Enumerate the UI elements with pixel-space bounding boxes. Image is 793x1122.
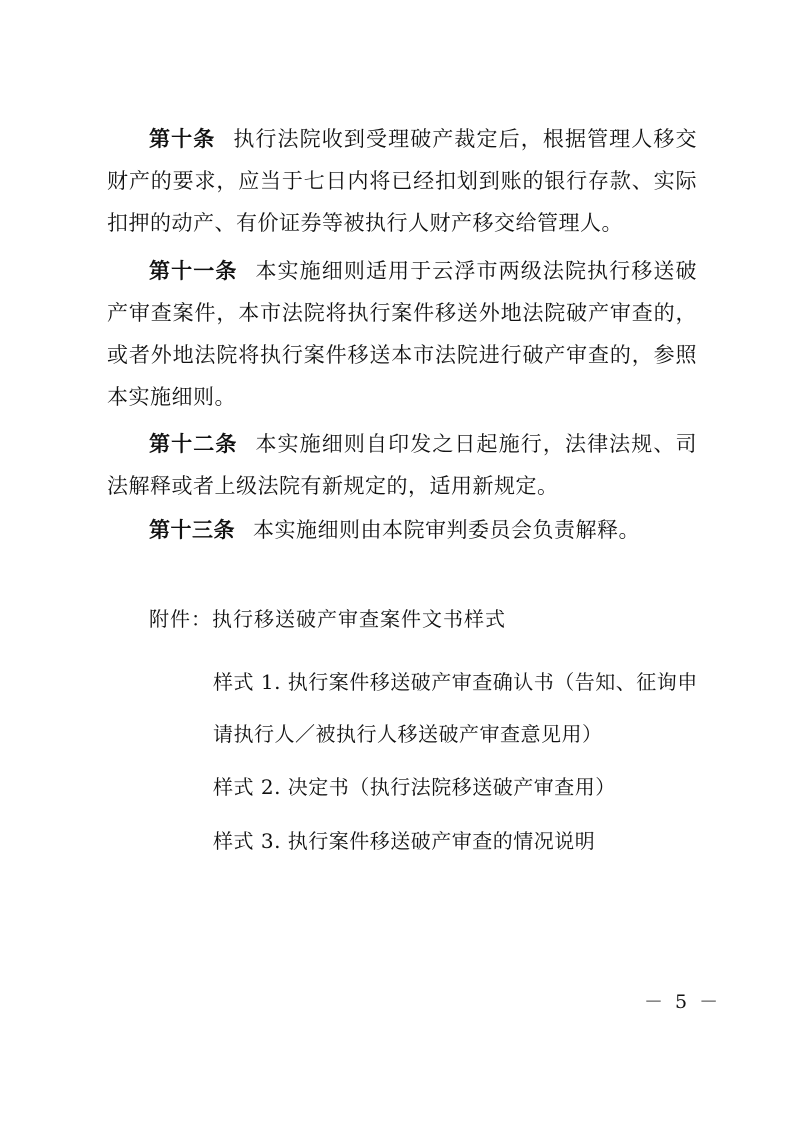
article-10-text: 执行法院收到受理破产裁定后，根据管理人移交财产的要求，应当于七日内将已经扣划到账的银行存款、实际扣押的动产、有价证券等被执行人财产移交给管理人。	[107, 127, 698, 235]
article-11	[107, 250, 697, 418]
article-11-text: 本实施细则适用于云浮市两级法院执行移送破产审查案件，本市法院将执行案件移送外地法院破产审查的，或者外地法院将执行案件移送本市法院进行破产审查的，参照本实施细则。	[107, 259, 698, 409]
article-10	[107, 118, 697, 244]
article-13	[107, 509, 697, 551]
article-11-heading: 第十一条	[149, 258, 238, 283]
attachment-sample-3: 样式 3. 执行案件移送破产审查的情况说明	[213, 829, 596, 853]
attachment-sample-2: 样式 2. 决定书（执行法院移送破产审查用）	[213, 775, 616, 799]
attachment-sample-1-line-2: 请执行人／被执行人移送破产审查意见用）	[213, 722, 603, 746]
article-13-heading: 第十三条	[149, 517, 235, 542]
attachment-sample-1-line-1: 样式 1. 执行案件移送破产审查确认书（告知、征询申	[213, 670, 698, 694]
article-12-text: 本实施细则自印发之日起施行，法律法规、司法解释或者上级法院有新规定的，适用新规定。	[107, 432, 698, 498]
article-13-text: 本实施细则由本院审判委员会负责解释。	[253, 518, 640, 542]
page-number: － 5 －	[644, 991, 722, 1013]
article-12-heading: 第十二条	[149, 431, 238, 456]
article-10-heading: 第十条	[149, 126, 216, 151]
article-12	[107, 423, 697, 507]
attachment-title: 附件：执行移送破产审查案件文书样式	[149, 607, 506, 631]
